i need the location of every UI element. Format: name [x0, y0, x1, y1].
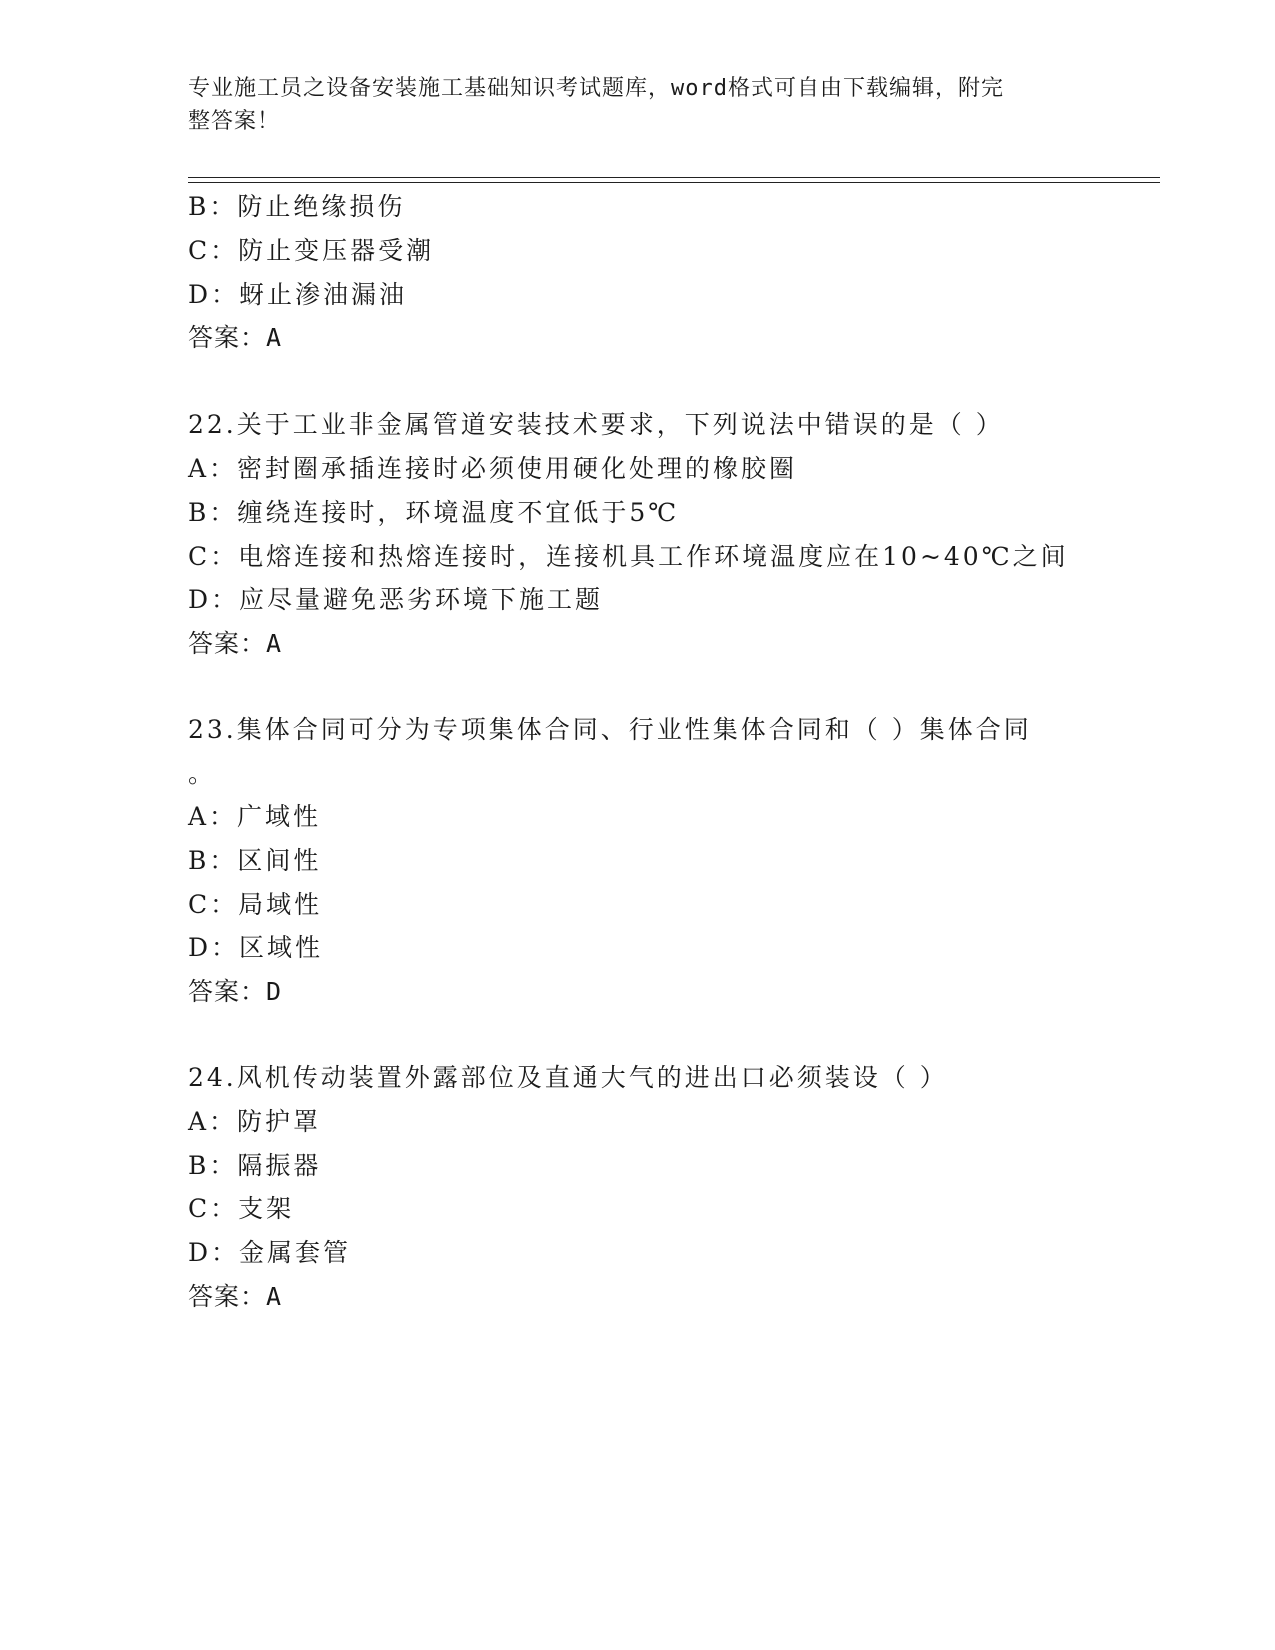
option-d: D：蚜止渗油漏油: [188, 280, 408, 309]
answer-label: 答案：: [188, 977, 267, 1006]
option-c: C：支架: [188, 1194, 295, 1223]
answer-value: A: [266, 1282, 283, 1311]
option-c: C：防止变压器受潮: [188, 236, 435, 265]
question-title: 22.关于工业非金属管道安装技术要求，下列说法中错误的是（ ）: [188, 410, 1004, 439]
document-header: [188, 72, 1068, 138]
header-divider-bottom: [188, 182, 1160, 183]
option-b: B：区间性: [188, 846, 322, 875]
option-d: D：区域性: [188, 933, 324, 962]
option-b: B：缠绕连接时，环境温度不宜低于5℃: [188, 498, 680, 527]
answer-line: [188, 1277, 282, 1313]
answer-value: A: [266, 323, 283, 352]
option-b: B：隔振器: [188, 1151, 322, 1180]
option-b: B：防止绝缘损伤: [188, 192, 406, 221]
answer-line: [188, 972, 282, 1008]
question-title: 24.风机传动装置外露部位及直通大气的进出口必须装设（ ）: [188, 1063, 948, 1092]
answer-line: [188, 624, 282, 660]
header-line-2: 整答案！: [188, 109, 281, 134]
answer-value: A: [266, 629, 283, 658]
header-divider-top: [188, 177, 1160, 178]
option-c: C：电熔连接和热熔连接时，连接机具工作环境温度应在10~40℃之间: [188, 542, 1069, 571]
option-a: A：防护罩: [188, 1107, 322, 1136]
answer-label: 答案：: [188, 1282, 267, 1311]
question-title-continuation: 。: [188, 759, 217, 788]
option-d: D：应尽量避免恶劣环境下施工题: [188, 585, 604, 614]
answer-line: [188, 318, 282, 354]
option-c: C：局域性: [188, 890, 323, 919]
option-d: D：金属套管: [188, 1238, 352, 1267]
answer-value: D: [266, 977, 283, 1006]
answer-label: 答案：: [188, 323, 267, 352]
question-title: 23.集体合同可分为专项集体合同、行业性集体合同和（ ）集体合同: [188, 715, 1032, 744]
option-a: A：密封圈承插连接时必须使用硬化处理的橡胶圈: [188, 454, 798, 483]
header-line-1: 专业施工员之设备安装施工基础知识考试题库，word格式可自由下载编辑，附完: [188, 76, 1004, 101]
answer-label: 答案：: [188, 629, 267, 658]
option-a: A：广域性: [188, 802, 322, 831]
